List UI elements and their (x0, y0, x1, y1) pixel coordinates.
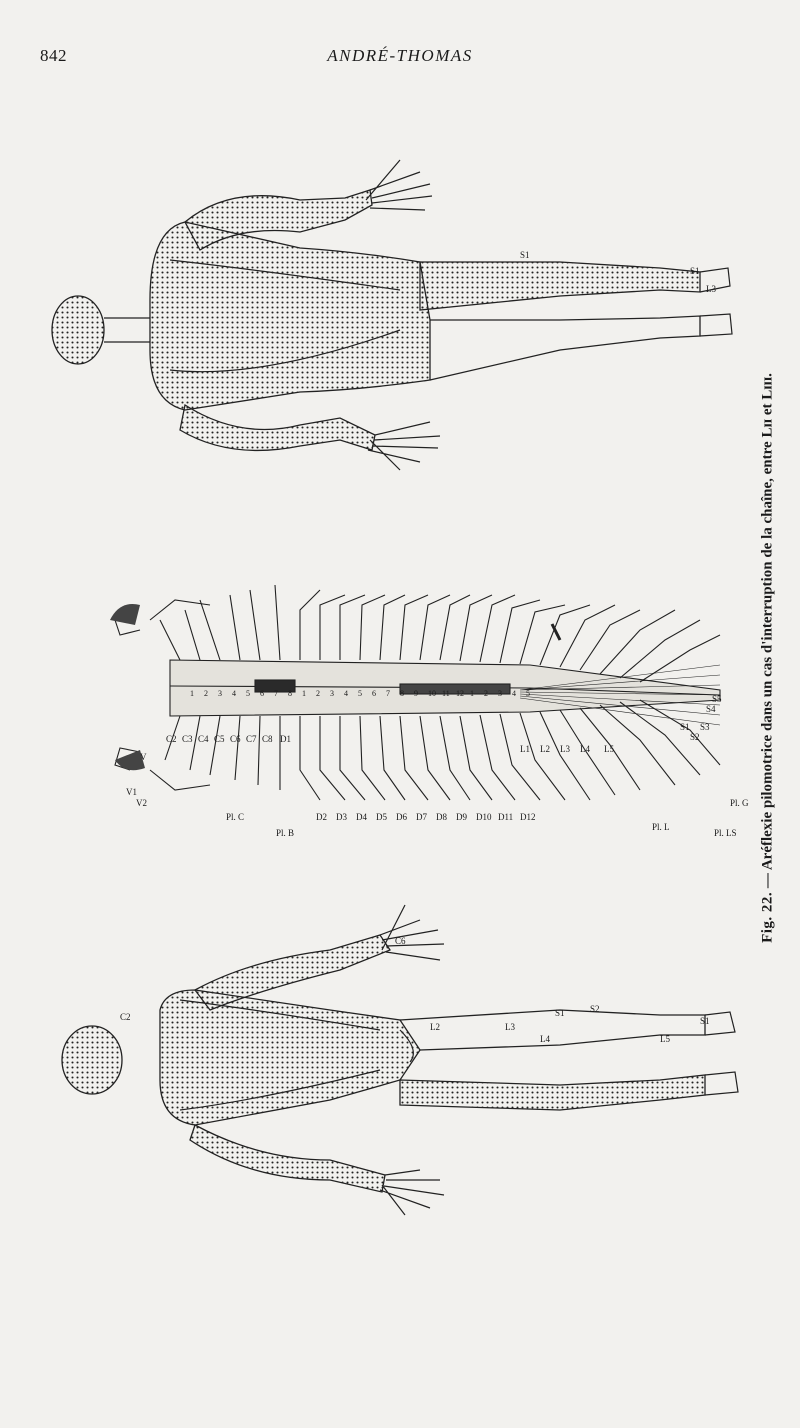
back-label-l3: L3 (706, 284, 716, 294)
spine-label-d3: D3 (336, 812, 347, 822)
chain-segment-number: 4 (232, 689, 236, 698)
front-label-l5: L5 (660, 1034, 670, 1044)
chain-segment-number: 4 (512, 689, 516, 698)
plexus-label-c: Pl. C (226, 812, 245, 822)
figure-caption-text: — Aréflexie pilomotrice dans un cas d'interruption de la chaîne, entre Lɪɪ et Lɪɪɪ. (759, 373, 776, 892)
spine-label-v1: V1 (126, 787, 137, 797)
spine-label-v: V (140, 752, 147, 762)
spine-label-s2: S2 (690, 732, 700, 742)
chain-segment-number: 10 (428, 689, 436, 698)
spine-label-s5: S5 (712, 694, 722, 704)
spine-label-s4: S4 (706, 704, 716, 714)
front-label-s1b: S1 (700, 1016, 710, 1026)
spine-label-d9: D9 (456, 812, 467, 822)
chain-segment-number: 7 (386, 689, 390, 698)
spine-label-d4: D4 (356, 812, 367, 822)
spine-label-l1: L1 (520, 744, 530, 754)
chain-segment-number: 8 (400, 689, 404, 698)
spine-label-c7: C7 (246, 734, 257, 744)
spine-label-d2: D2 (316, 812, 327, 822)
plexus-label-ls: Pl. LS (714, 828, 737, 838)
spine-label-d7: D7 (416, 812, 427, 822)
figure-caption (760, 373, 777, 943)
spine-label-l3: L3 (560, 744, 570, 754)
spine-label-l2: L2 (540, 744, 550, 754)
front-label-l3: L3 (505, 1022, 515, 1032)
spine-label-l4: L4 (580, 744, 590, 754)
spine-label-v2: V2 (136, 798, 147, 808)
front-label-s2: S2 (590, 1004, 600, 1014)
spine-label-c2: C2 (166, 734, 177, 744)
chain-segment-number: 9 (414, 689, 418, 698)
chain-segment-number: 6 (260, 689, 264, 698)
chain-segment-number: 3 (330, 689, 334, 698)
back-label-s1b: S1 (690, 266, 700, 276)
spine-label-s3: S3 (700, 722, 710, 732)
spine-label-d12: D12 (520, 812, 536, 822)
chain-segment-number: 8 (288, 689, 292, 698)
plexus-label-g: Pl. G (730, 798, 749, 808)
spine-label-d1: D1 (280, 734, 291, 744)
spine-label-d10: D10 (476, 812, 492, 822)
spine-label-c5: C5 (214, 734, 225, 744)
spine-label-c8: C8 (262, 734, 273, 744)
chain-segment-number: 5 (246, 689, 250, 698)
front-label-l2: L2 (430, 1022, 440, 1032)
front-label-l4: L4 (540, 1034, 550, 1044)
chain-segment-number: 5 (358, 689, 362, 698)
chain-segment-number: 11 (442, 689, 450, 698)
chain-segment-number: 2 (484, 689, 488, 698)
front-label-c2: C2 (120, 1012, 131, 1022)
chain-segment-number: 12 (456, 689, 464, 698)
chain-segment-number: 2 (204, 689, 208, 698)
chain-segment-number: 1 (470, 689, 474, 698)
spine-label-d5: D5 (376, 812, 387, 822)
chain-segment-number: 3 (218, 689, 222, 698)
spine-label-d11: D11 (498, 812, 514, 822)
spine-label-c6: C6 (230, 734, 241, 744)
spine-label-c3: C3 (182, 734, 193, 744)
spine-label-l5: L5 (604, 744, 614, 754)
spine-label-s1: S1 (680, 722, 690, 732)
page-number: 842 (40, 46, 67, 65)
front-label-s1: S1 (555, 1008, 565, 1018)
front-label-c6: C6 (395, 936, 406, 946)
chain-segment-number: 6 (372, 689, 376, 698)
spine-label-d6: D6 (396, 812, 407, 822)
spine-label-d8: D8 (436, 812, 447, 822)
figure-caption-label: Fig. 22. (759, 891, 776, 943)
chain-segment-number: 3 (498, 689, 502, 698)
chain-segment-number: 5 (526, 689, 530, 698)
chain-segment-number: 7 (274, 689, 278, 698)
running-head: ANDRÉ-THOMAS (327, 46, 473, 65)
plexus-label-b: Pl. B (276, 828, 295, 838)
chain-segment-number: 4 (344, 689, 348, 698)
spine-label-c4: C4 (198, 734, 209, 744)
chain-segment-number: 1 (190, 689, 194, 698)
back-label-s1a: S1 (520, 250, 530, 260)
chain-segment-number: 1 (302, 689, 306, 698)
chain-segment-number: 2 (316, 689, 320, 698)
plexus-label-l: Pl. L (652, 822, 670, 832)
